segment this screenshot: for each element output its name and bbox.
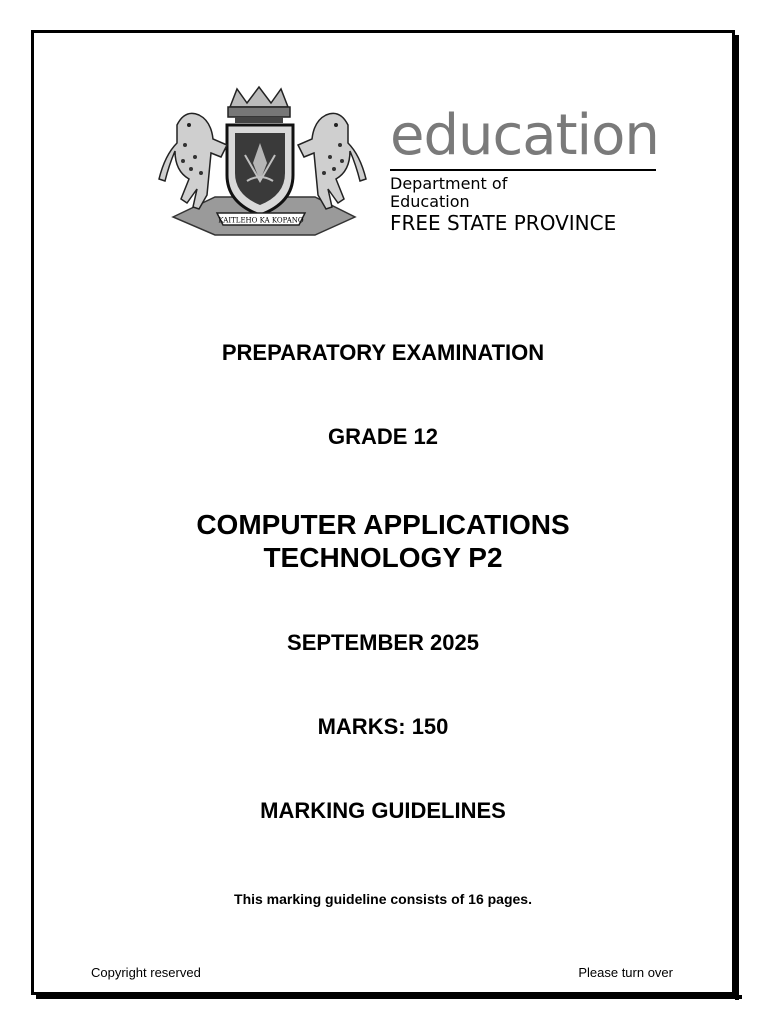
crown-icon	[228, 87, 290, 123]
exam-type: PREPARATORY EXAMINATION	[221, 340, 545, 365]
logo-divider	[390, 169, 656, 171]
subject-line-2: TECHNOLOGY P2	[263, 542, 503, 573]
page-count-note: This marking guideline consists of 16 pages.	[234, 891, 532, 907]
logo-word: education	[390, 103, 659, 168]
total-marks: MARKS: 150	[317, 714, 449, 739]
exam-session: SEPTEMBER 2025	[287, 630, 479, 655]
coat-of-arms-logo	[155, 85, 370, 255]
province-name: FREE STATE PROVINCE	[390, 211, 617, 235]
subject-line-1: COMPUTER APPLICATIONS	[196, 509, 570, 540]
grade: GRADE 12	[327, 424, 439, 449]
left-leopard-icon	[159, 113, 227, 209]
document-header	[155, 85, 675, 255]
document-type: MARKING GUIDELINES	[260, 798, 506, 823]
copyright-notice: Copyright reserved	[91, 965, 201, 980]
right-leopard-icon	[298, 113, 366, 209]
crest-motto: KAITLEHO KA KOPANO	[218, 216, 304, 225]
education-logo	[390, 105, 670, 235]
department-line-1: Department of	[390, 174, 508, 193]
turn-over-notice: Please turn over	[578, 965, 673, 980]
subject-title	[34, 508, 732, 574]
shield-icon	[227, 125, 293, 215]
department-line-2: Education	[390, 192, 470, 211]
